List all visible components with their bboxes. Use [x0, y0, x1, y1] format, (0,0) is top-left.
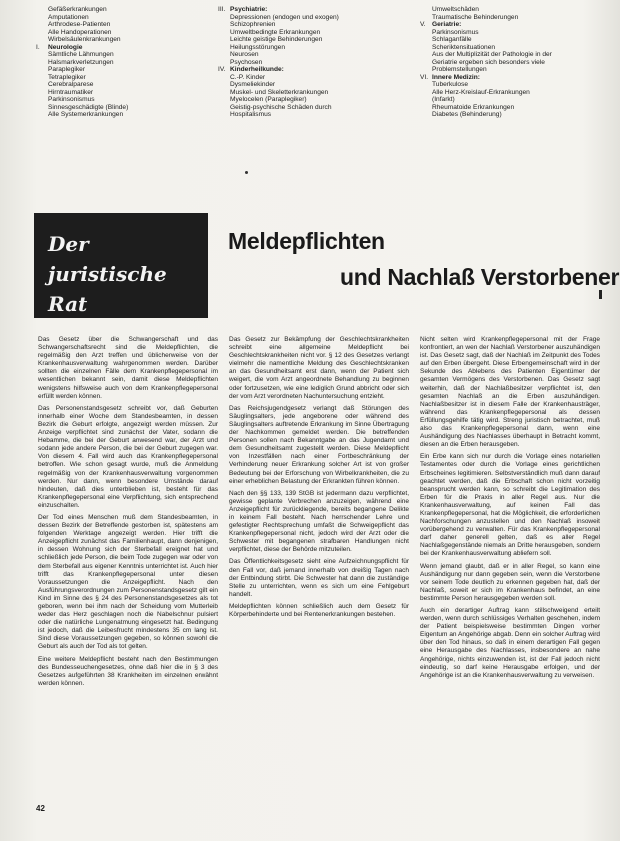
article-headline-line-2: und Nachlaß Verstorbener [340, 264, 620, 290]
list-item: Paraplegiker [48, 66, 86, 73]
body-paragraph: Ein Erbe kann sich nur durch die Vorlage eines notariellen Testamentes oder durch die Vorlage eines gerichtlichen Erbscheines legitimieren. Selbstverständlich muß dann darauf geachtet werden, daß die Erbschaft schon nicht vorzeitig beansprucht werden kann, so schreibt die Legitimation des Erben für die Praxis in aller Regel aus. Nur die Krankenhausverwaltung, auf keinen Fall das Krankenpflegepersonal, hat die Möglichkeit, die erforderlichen Nachforschungen anzustellen und den Nachlaß insoweit vorübergehend zu verwalten. Für das Krankenpflegepersonal darf daher generell gelten, daß es aller Regel Nachlaßgegenstände niemals an Dritte herausgeben, sondern bei der Krankenhausverwaltung abliefern soll. [420, 453, 600, 558]
list-item: Geriatrie ergeben sich besonders viele [432, 58, 545, 66]
list-item: Parkinsonismus [432, 28, 479, 36]
list-item: Gefäßerkrankungen [48, 6, 107, 13]
list-group [36, 44, 206, 119]
list-group-heading: Psychiatrie: [230, 6, 268, 13]
body-column-3 [420, 336, 600, 806]
list-item: Alle Handoperationen [48, 28, 112, 36]
list-group-number: I. [36, 43, 40, 51]
list-item: Heilungsstörungen [230, 43, 285, 51]
list-group [218, 6, 408, 66]
page-number: 42 [36, 804, 45, 813]
list-column-1 [36, 6, 206, 119]
list-group-heading: Neurologie [48, 43, 83, 51]
list-item: Tuberkulose [432, 81, 469, 88]
margin-mark [599, 290, 602, 299]
list-group [218, 66, 408, 119]
body-paragraph: Auch ein derartiger Auftrag kann stillschweigend erteilt werden, wenn durch schlüssiges Verhalten geschehen, indem der Patient beispielsweise bestimmten Dingen vorher Eigentum an Angehörige abgab. Denn ein solcher Auftrag wird über den Tod hinaus, so daß in einem derartigen Fall gegen eine Herausgabe des Nachlasses, insbesondere an nahe Angehörige, nichts einzuwenden ist, ist der Fall jedoch nicht eindeutig, so darf keine Herausgabe erfolgen, und der Angehörige ist an die Krankenhausverwaltung zu verweisen. [420, 607, 600, 679]
body-paragraph: Nach den §§ 133, 139 StGB ist jedermann dazu verpflichtet, gewisse geplante Verbrechen anzuzeigen, während eine Anzeigepflicht für zurückliegende, bereits begangene Delikte in keinem Fall besteht. Nach herrschender Lehre und gefestigter Rechtsprechung umfaßt die Schweigepflicht das Krankenpflegepersonal nicht, jedoch wird der Arzt oder die Schwester mit begangenen strafbaren Handlungen nicht verpflichtet, diese der Behörde mitzuteilen. [229, 489, 409, 554]
list-item: Geistig-psychische Schäden durch [230, 103, 332, 111]
list-column-2 [218, 6, 408, 119]
list-item: Umweltschäden [432, 6, 479, 13]
list-item: Wirbelsäulenkrankungen [48, 36, 121, 43]
body-paragraph: Eine weitere Meldepflicht besteht nach den Bestimmungen des Bundesseuchengesetzes, ohne daß hier die in § 3 des Gesetzes aufgeführten 38 Krankheiten im einzelnen erwähnt werden können. [38, 655, 218, 687]
body-column-1 [38, 336, 218, 806]
list-group-number: III. [218, 6, 226, 13]
section-title-line-2: juristische Rat [48, 262, 167, 316]
list-item: Aus der Multiplizität der Pathologie in der [432, 51, 552, 58]
list-item: Alle Systemerkrankungen [48, 111, 124, 118]
list-item: Hirntraumatiker [48, 88, 94, 96]
list-group [420, 21, 606, 74]
list-item: Sinnesgeschädigte (Blinde) [48, 103, 129, 111]
section-title-bar [34, 213, 208, 318]
list-column-3 [420, 6, 606, 119]
list-item: Arthrodese-Patienten [48, 21, 111, 28]
body-column-2 [229, 336, 409, 806]
body-paragraph: Nicht selten wird Krankenpflegepersonal mit der Frage konfrontiert, an wen der Nachlaß Verstorbener auszuhändigen ist. Das Gesetz sagt, daß der Nachlaß im Zeitpunkt des Todes auf den Erben übergeht. Diese Erbengemeinschaft wird in der Sekunde des Ablebens des Patienten Eigentümer der gesamten Vermögens des Verstorbenen. Das Gesetz sagt weiterhin, daß der Nachlaßbesitzer verpflichtet ist, den gesamten Nachlaß an die Erben auszuhändigen. Nachlaßbesitzer ist in diesem Falle der Krankenhausträger, während das Krankenpflegepersonal als dessen Erfüllungsgehilfe tätig wird. Streng juristisch betrachtet, muß also das Krankenpflegepersonal dann, wenn eine Aushändigung des Nachlasses überhaupt in Betracht kommt, diesen an die Erben herausgeben. [420, 336, 600, 449]
list-item: Psychosen [230, 58, 263, 66]
list-item: Depressionen (endogen und exogen) [230, 13, 339, 21]
list-group [36, 6, 206, 44]
body-paragraph: Das Gesetz zur Bekämpfung der Geschlechtskrankheiten schreibt eine allgemeine Meldepflicht bei Geschlechtskrankheiten nicht vor. § 12 des Gesetzes verlangt vielmehr die namentliche Meldung des Geschlechtskranken an das Gesundheitsamt erst dann, wenn der Patient sich weigert, die vom Arzt angeordnete Behandlung zu beginnen oder fortzusetzen, wie eine lediglich Grund abbricht oder sich der vom Arzt verordneten Nachuntersuchung entzieht. [229, 336, 409, 400]
list-item: Myelocelen (Paraplegiker) [230, 96, 307, 103]
body-paragraph: Wenn jemand glaubt, daß er in aller Regel, so kann eine Aushändigung nur dann gegeben sein, wenn die Verstorbene vor seinem Tode deutlich zu erkennen gegeben hat, daß der Nachlaß, soweit er sich im Krankenhaus befindet, an eine bestimmte Person herausgegeben werden soll. [420, 562, 600, 602]
list-item: Amputationen [48, 13, 89, 21]
list-item: Halsmarkverletzungen [48, 58, 114, 66]
list-item: Neurosen [230, 51, 259, 58]
separator-dot [245, 171, 248, 174]
list-item: C.-P. Kinder [230, 73, 266, 81]
list-item: Hospitalismus [230, 111, 272, 118]
body-paragraph: Meldepflichten können schließlich auch dem Gesetz für Körperbehinderte und bei Rentenerkrankungen bestehen. [229, 602, 409, 618]
article-headline-line-1: Meldepflichten [228, 228, 385, 254]
list-item: Schizophrenien [230, 21, 276, 28]
list-group-heading: Kinderheilkunde: [230, 66, 284, 73]
body-paragraph: Das Reichsjugendgesetz verlangt daß Störungen des Säuglingsalters, jede angeborene oder während des Säuglingsalters auftretende Erkrankung im Sinne Übertragung der Nachkommen gemeldet werden. Die betreffenden Personen sollen nach Bekanntgabe an das Jugendamt und dem Gesundheitsamt zugestellt werden. Diese Meldepflicht von Inzestfällen nach einer Fortbeschränkung der Verhinderung neuer Erkrankung solcher Art ist von großer Bedeutung bei der Erforschung von Wirbelkrankheiten, die zu einer erheblichen Belastung der Erkrankten führen können. [229, 404, 409, 485]
list-item: Dysmeliekinder [230, 81, 276, 88]
body-paragraph: Das Personenstandsgesetz schreibt vor, daß Geburten innerhalb einer Woche dem Standesbeamten, in dessen Bezirk die Geburt erfolgte, angezeigt werden müssen. Zur Anzeige verpflichtet sind zunächst der Vater, sodann die Hebamme, die bei der Geburt anwesend war, der Arzt und sodann jede andere Person, die bei der Geburt zugegen war. Von diesem 4. Fall wird auch das Krankenpflegepersonal betroffen. Wie schon gesagt wurde, muß die Anmeldung regelmäßig von der Krankenhausverwaltung vorgenommen werden. Nur dann, wenn besondere Umstände darauf hindeuten, daß dies unterblieben ist, besteht für das Krankenpflegepersonal eine Verpflichtung, sich entsprechend einzuschalten. [38, 404, 218, 509]
list-item: Schlaganfälle [432, 36, 472, 43]
list-item: Problemstellungen [432, 66, 487, 73]
list-item: Diabetes (Behinderung) [432, 111, 502, 118]
list-item: Sämtliche Lähmungen [48, 51, 114, 58]
section-title [48, 229, 208, 319]
body-paragraph: Das Gesetz über die Schwangerschaft und das Schwangerschaftsrecht sind die Meldepflichten, die regelmäßig den Arzt treffen und üblicherweise von der Krankenhausverwaltung wahrgenommen werden. Darüber sollten die einzelnen Fälle dem Krankenpflegepersonal im wesentlichen bekannt sein, damit diese Meldepflichten wenigstens hilfsweise auch von dem Krankenpflegepersonal erfüllt werden können. [38, 336, 218, 400]
list-item: Muskel- und Skeletterkrankungen [230, 88, 329, 96]
list-group [420, 6, 606, 21]
list-item: Rheumatoide Erkrankungen [432, 103, 515, 111]
list-item: Traumatische Behinderungen [432, 13, 519, 21]
list-item: (Infarkt) [432, 96, 455, 103]
list-group [420, 74, 606, 119]
diagnosis-lists [36, 6, 606, 166]
list-item: Cerebralparese [48, 81, 94, 88]
section-title-line-1: Der [48, 232, 89, 256]
list-item: Alle Herz-Kreislauf-Erkrankungen [432, 88, 530, 96]
list-item: Leichte geistige Behinderungen [230, 36, 323, 43]
list-item: Umweltbedingte Erkrankungen [230, 28, 321, 36]
list-group-number: V. [420, 21, 426, 28]
list-group-number: VI. [420, 73, 429, 81]
list-item: Parkinsonismus [48, 96, 95, 103]
list-item: Tetraplegiker [48, 73, 86, 81]
body-paragraph: Das Öffentlichkeitsgesetz sieht eine Aufzeichnungspflicht für den Fall vor, daß jemand innerhalb von dreißig Tagen nach der Entbindung stirbt. Die Schwester hat dann die zuständige Stelle zu unterrichten, wenn es sich um eine Fehlgeburt handelt. [229, 558, 409, 598]
list-group-number: IV. [218, 66, 226, 73]
list-group-heading: Geriatrie: [432, 21, 462, 28]
list-item: Scheriktensituationen [432, 43, 496, 51]
list-group-heading: Innere Medizin: [432, 73, 480, 81]
body-paragraph: Der Tod eines Menschen muß dem Standesbeamten, in dessen Bezirk der Betreffende gestorben ist, spätestens am folgenden Werktage angezeigt werden. Hier trifft die Anzeigepflicht zunächst das Familienhaupt, dann denjenigen, in dessen Wohnung sich der Sterbefall ereignet hat und schließlich jede Person, die beim Tode zugegen war oder von dem Sterbefall aus eigener Kenntnis unterrichtet ist. Auch hier trifft das Krankenpflegepersonal unter diesen Voraussetzungen die Anzeigepflicht. Nach den Ausführungsverordnungen zum Personenstandsgesetz gilt ein Kind im Sinne des § 24 des Personenstandsgesetzes als tot geboren, wenn bei ihm nach der Scheidung vom Mutterleib weder das Herz geschlagen noch die Nabelschnur pulsiert oder die natürliche Lungenatmung eingesetzt hat. Bedingung ist jedoch, daß die Leibesfrucht mindestens 35 cm lang ist. Sind diese Voraussetzungen gegeben, so können sowohl die Geburt als auch der Tod als tot gelten. [38, 513, 218, 651]
